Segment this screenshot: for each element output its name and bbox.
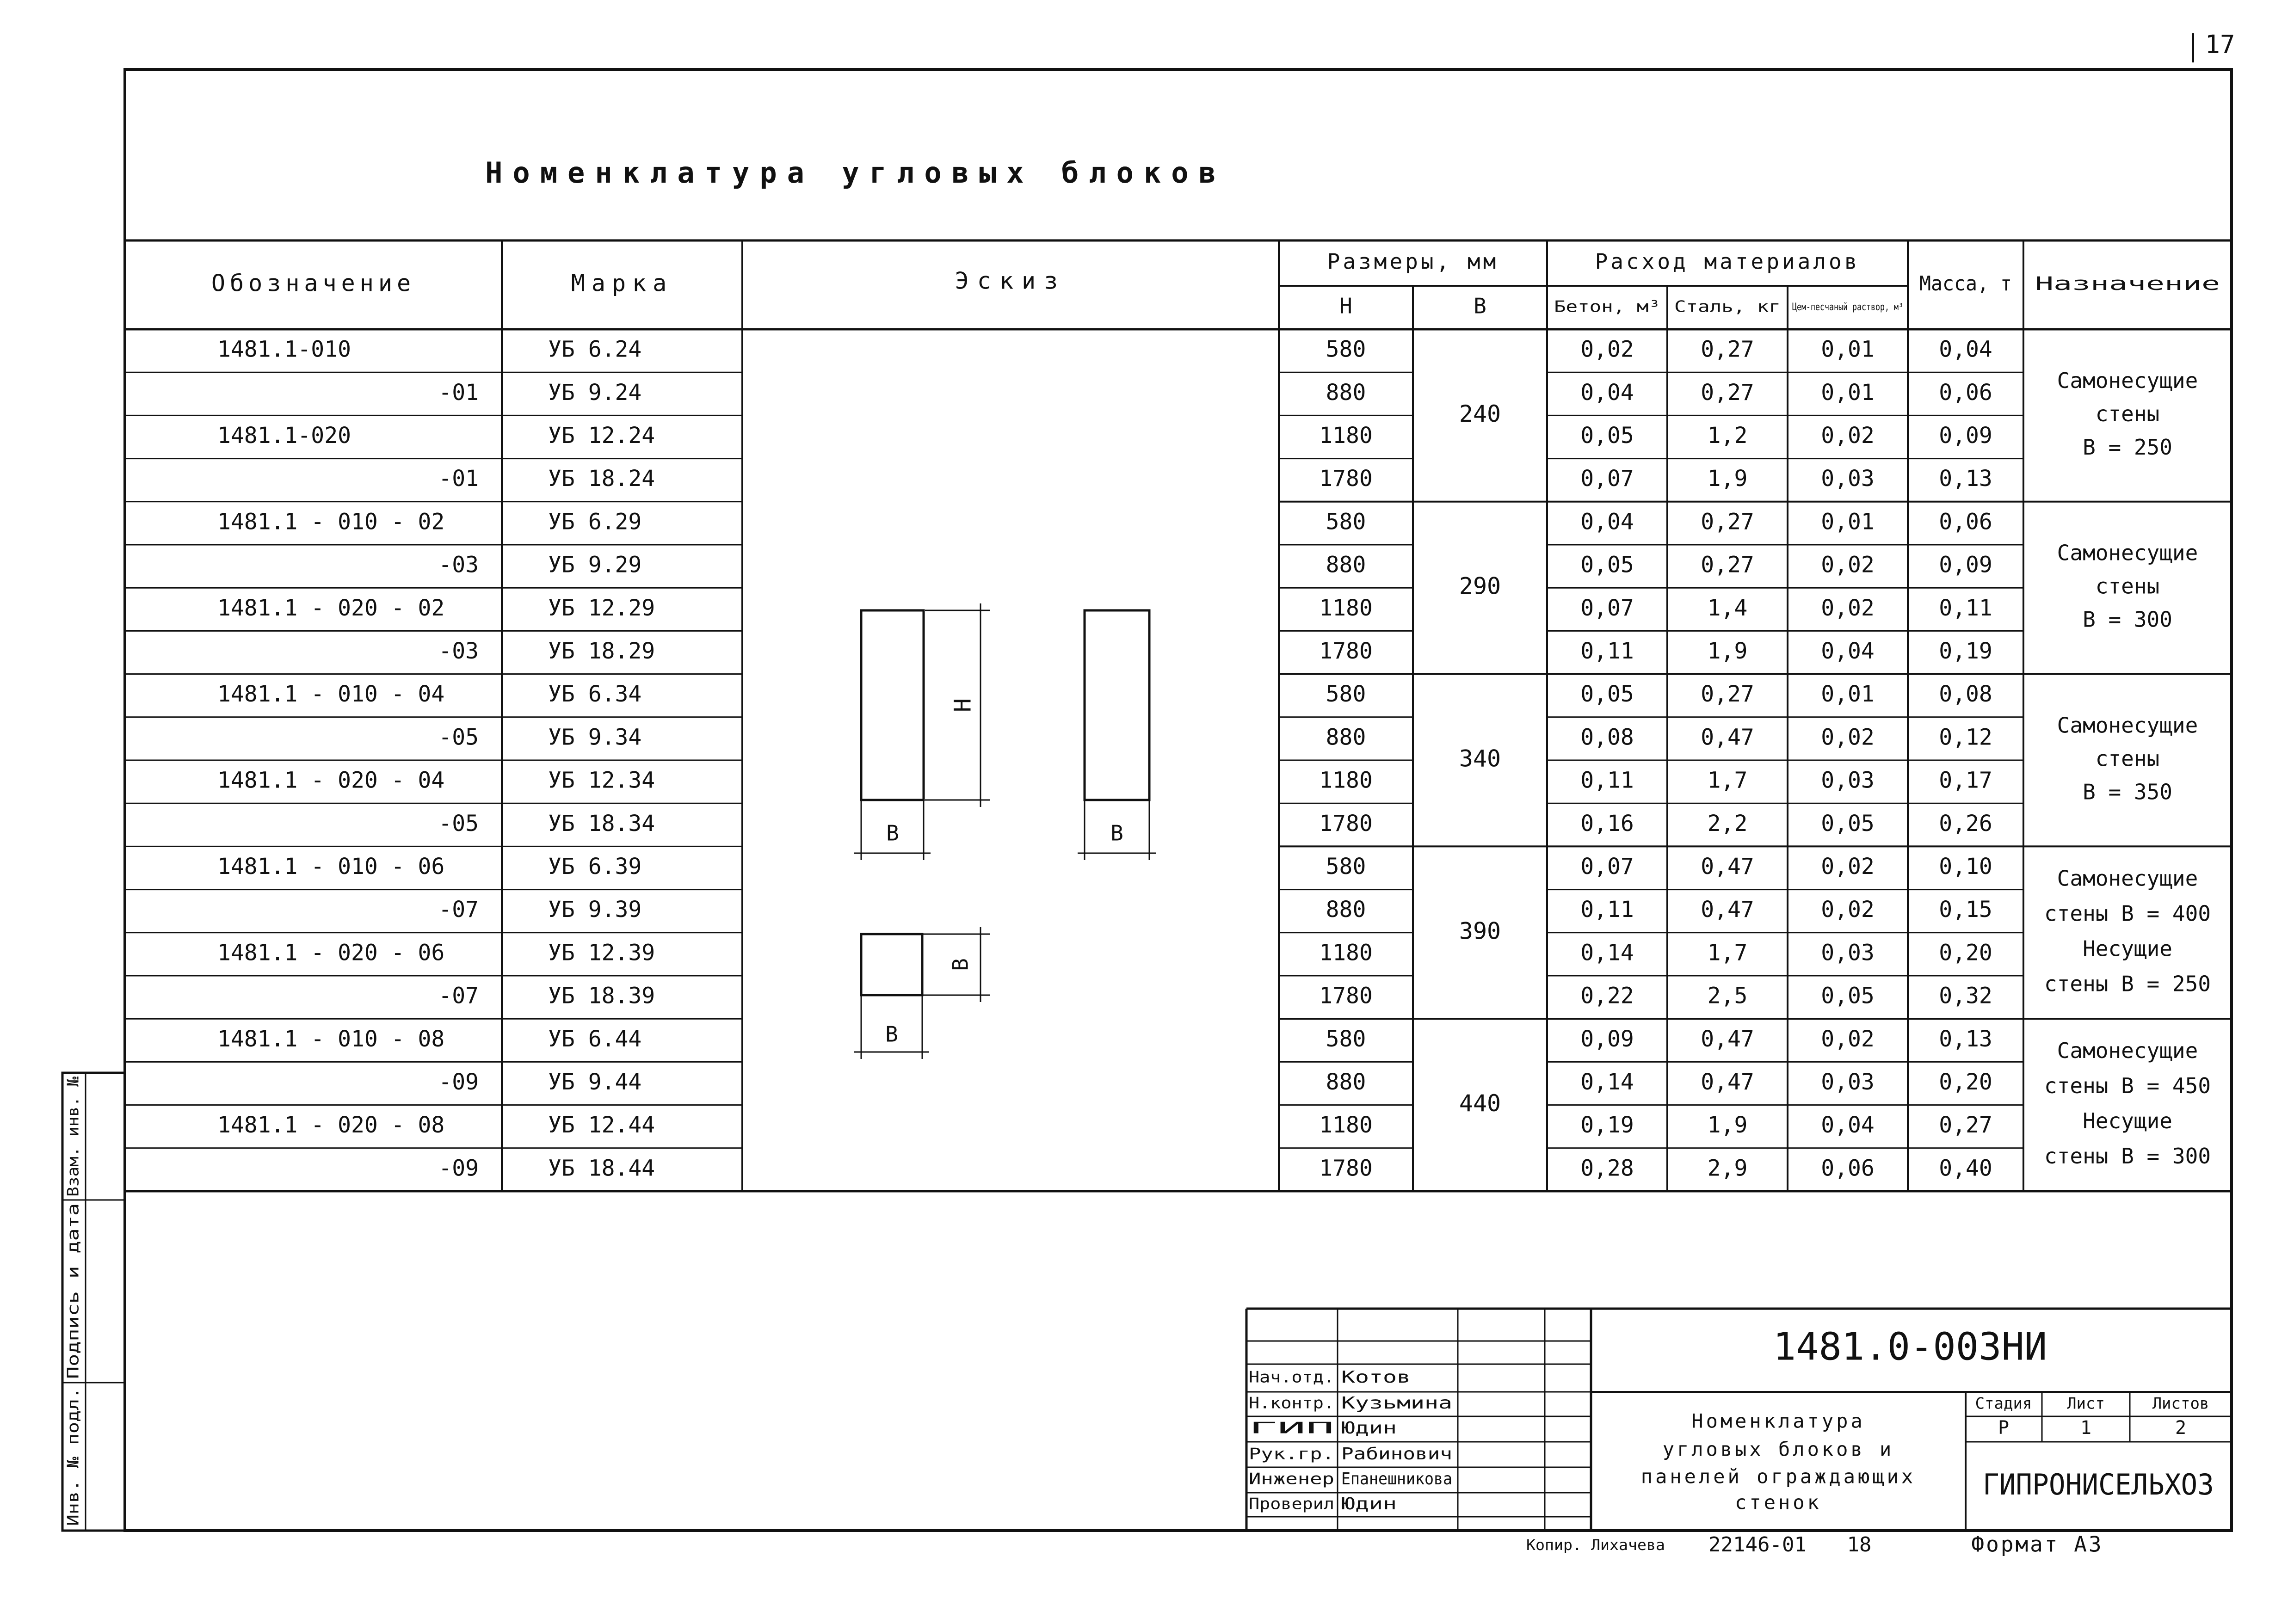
row-h: 1180 bbox=[1319, 940, 1373, 966]
row-beton: 0,08 bbox=[1580, 724, 1634, 750]
stage-value: Р bbox=[1998, 1417, 2010, 1439]
row-marka: УБ 9.44 bbox=[548, 1069, 642, 1095]
dimension-label-b: В bbox=[885, 1021, 898, 1047]
row-beton: 0,04 bbox=[1580, 509, 1634, 535]
row-massa: 0,09 bbox=[1939, 423, 1992, 449]
group-purpose: В = 300 bbox=[2083, 607, 2172, 632]
group-purpose: Несущие bbox=[2083, 936, 2172, 961]
row-h: 1180 bbox=[1319, 423, 1373, 449]
sketch-block-side bbox=[1085, 610, 1149, 800]
header-beton: Бетон, м³ bbox=[1554, 297, 1660, 316]
row-cem: 0,02 bbox=[1821, 595, 1875, 621]
footer-page: 18 bbox=[1847, 1533, 1872, 1556]
row-oboznachenie: 1481.1 - 010 - 02 bbox=[217, 509, 445, 535]
row-stal: 0,27 bbox=[1701, 336, 1754, 363]
group-purpose: стены В = 450 bbox=[2044, 1073, 2211, 1099]
row-oboznachenie: -01 bbox=[438, 466, 479, 492]
signer-name: Юдин bbox=[1341, 1495, 1397, 1513]
dimension-label-b: В bbox=[886, 820, 899, 846]
row-stal: 1,4 bbox=[1707, 595, 1748, 621]
row-marka: УБ 12.29 bbox=[548, 595, 655, 621]
row-stal: 1,9 bbox=[1707, 1112, 1748, 1138]
row-massa: 0,06 bbox=[1939, 509, 1992, 535]
header-b: В bbox=[1474, 293, 1486, 319]
signer-name: Котов bbox=[1341, 1368, 1411, 1387]
row-marka: УБ 12.44 bbox=[548, 1112, 655, 1138]
row-stal: 2,9 bbox=[1707, 1155, 1748, 1181]
side-stamp-label: Подпись и дата bbox=[64, 1246, 83, 1379]
signer-name: Кузьмина bbox=[1341, 1394, 1452, 1413]
group-b-value: 340 bbox=[1459, 745, 1501, 772]
row-h: 580 bbox=[1326, 854, 1366, 880]
row-h: 880 bbox=[1326, 1069, 1366, 1095]
footer-copier: Копир. Лихачева bbox=[1526, 1536, 1665, 1554]
row-cem: 0,05 bbox=[1821, 983, 1875, 1009]
stage-header: Стадия bbox=[1975, 1394, 2032, 1413]
header-marka: Марка bbox=[571, 270, 673, 297]
signer-name: Рабинович bbox=[1341, 1445, 1452, 1464]
row-massa: 0,09 bbox=[1939, 552, 1992, 578]
group-purpose: стены В = 250 bbox=[2044, 971, 2211, 997]
group-b-value: 390 bbox=[1459, 917, 1501, 945]
row-oboznachenie: -09 bbox=[438, 1155, 479, 1181]
row-marka: УБ 18.39 bbox=[548, 983, 655, 1009]
row-oboznachenie: -03 bbox=[438, 638, 479, 664]
row-stal: 0,47 bbox=[1701, 854, 1754, 880]
row-stal: 1,9 bbox=[1707, 638, 1748, 664]
row-cem: 0,02 bbox=[1821, 552, 1875, 578]
group-b-value: 240 bbox=[1459, 400, 1501, 427]
organization-name: ГИПРОНИСЕЛЬХОЗ bbox=[1983, 1468, 2214, 1502]
row-cem: 0,02 bbox=[1821, 1026, 1875, 1052]
row-cem: 0,02 bbox=[1821, 854, 1875, 880]
row-h: 580 bbox=[1326, 681, 1366, 707]
row-h: 580 bbox=[1326, 1026, 1366, 1052]
row-massa: 0,26 bbox=[1939, 810, 1992, 837]
signer-role: Инженер bbox=[1249, 1470, 1334, 1489]
row-marka: УБ 6.39 bbox=[548, 854, 642, 880]
row-beton: 0,19 bbox=[1580, 1112, 1634, 1138]
row-oboznachenie: 1481.1 - 010 - 06 bbox=[217, 854, 445, 880]
row-h: 880 bbox=[1326, 552, 1366, 578]
row-oboznachenie: 1481.1 - 010 - 08 bbox=[217, 1026, 445, 1052]
row-cem: 0,02 bbox=[1821, 724, 1875, 750]
row-stal: 0,27 bbox=[1701, 379, 1754, 406]
row-marka: УБ 9.29 bbox=[548, 552, 642, 578]
row-stal: 0,27 bbox=[1701, 509, 1754, 535]
sketch-block-front bbox=[861, 610, 924, 800]
row-stal: 1,7 bbox=[1707, 767, 1748, 794]
row-stal: 1,2 bbox=[1707, 423, 1748, 449]
row-massa: 0,11 bbox=[1939, 595, 1992, 621]
row-stal: 0,47 bbox=[1701, 724, 1754, 750]
row-beton: 0,16 bbox=[1580, 810, 1634, 837]
document-title-line: стенок bbox=[1735, 1491, 1822, 1514]
group-b-value: 290 bbox=[1459, 572, 1501, 600]
footer-format: Формат А3 bbox=[1971, 1532, 2103, 1557]
group-purpose: Самонесущие bbox=[2057, 866, 2198, 891]
row-beton: 0,14 bbox=[1580, 940, 1634, 966]
row-stal: 0,27 bbox=[1701, 552, 1754, 578]
row-h: 1180 bbox=[1319, 595, 1373, 621]
header-oboznachenie: Обозначение bbox=[211, 270, 416, 297]
group-purpose: Несущие bbox=[2083, 1108, 2172, 1134]
row-cem: 0,04 bbox=[1821, 638, 1875, 664]
outer-frame bbox=[125, 69, 2232, 1531]
dimension-label-h: Н bbox=[949, 698, 976, 713]
row-cem: 0,01 bbox=[1821, 681, 1875, 707]
row-stal: 0,47 bbox=[1701, 1026, 1754, 1052]
row-beton: 0,28 bbox=[1580, 1155, 1634, 1181]
row-oboznachenie: -07 bbox=[438, 897, 479, 923]
row-stal: 2,2 bbox=[1707, 810, 1748, 837]
row-h: 580 bbox=[1326, 336, 1366, 363]
row-h: 1780 bbox=[1319, 638, 1373, 664]
row-h: 1780 bbox=[1319, 810, 1373, 837]
document-code: 1481.0-003НИ bbox=[1773, 1325, 2047, 1369]
group-purpose: стены В = 300 bbox=[2044, 1144, 2211, 1169]
row-marka: УБ 9.24 bbox=[548, 379, 642, 406]
row-marka: УБ 18.24 bbox=[548, 466, 655, 492]
row-massa: 0,12 bbox=[1939, 724, 1992, 750]
group-purpose: Самонесущие bbox=[2057, 540, 2198, 566]
row-oboznachenie: -05 bbox=[438, 724, 479, 750]
footer-number: 22146-01 bbox=[1708, 1533, 1807, 1556]
header-h: Н bbox=[1339, 293, 1352, 319]
row-beton: 0,05 bbox=[1580, 552, 1634, 578]
header-eskiz: Эскиз bbox=[955, 267, 1067, 295]
group-b-value: 440 bbox=[1459, 1090, 1501, 1117]
row-cem: 0,05 bbox=[1821, 810, 1875, 837]
row-oboznachenie: 1481.1 - 020 - 02 bbox=[217, 595, 445, 621]
row-beton: 0,07 bbox=[1580, 595, 1634, 621]
sheet-header: Лист bbox=[2067, 1394, 2105, 1413]
row-massa: 0,32 bbox=[1939, 983, 1992, 1009]
row-cem: 0,01 bbox=[1821, 379, 1875, 406]
row-marka: УБ 18.44 bbox=[548, 1155, 655, 1181]
row-marka: УБ 6.34 bbox=[548, 681, 642, 707]
row-oboznachenie: 1481.1-010 bbox=[217, 336, 351, 363]
row-beton: 0,11 bbox=[1580, 897, 1634, 923]
row-beton: 0,09 bbox=[1580, 1026, 1634, 1052]
row-cem: 0,03 bbox=[1821, 940, 1875, 966]
sheets-value: 2 bbox=[2175, 1417, 2187, 1439]
signer-name: Юдин bbox=[1341, 1419, 1397, 1438]
sketch-block-plan bbox=[861, 934, 922, 995]
signer-role: ГИП bbox=[1249, 1419, 1334, 1438]
signer-role: Нач.отд. bbox=[1249, 1368, 1334, 1387]
group-purpose: стены bbox=[2095, 746, 2160, 771]
row-stal: 1,7 bbox=[1707, 940, 1748, 966]
dimension-label-b: В bbox=[948, 958, 973, 971]
header-stal: Сталь, кг bbox=[1674, 297, 1781, 316]
row-beton: 0,07 bbox=[1580, 854, 1634, 880]
row-cem: 0,06 bbox=[1821, 1155, 1875, 1181]
row-massa: 0,27 bbox=[1939, 1112, 1992, 1138]
row-marka: УБ 6.24 bbox=[548, 336, 642, 363]
row-marka: УБ 6.29 bbox=[548, 509, 642, 535]
row-beton: 0,04 bbox=[1580, 379, 1634, 406]
row-h: 580 bbox=[1326, 509, 1366, 535]
row-marka: УБ 18.34 bbox=[548, 810, 655, 837]
sheet-value: 1 bbox=[2080, 1417, 2092, 1439]
row-beton: 0,22 bbox=[1580, 983, 1634, 1009]
row-oboznachenie: 1481.1 - 020 - 06 bbox=[217, 940, 445, 966]
row-h: 1180 bbox=[1319, 767, 1373, 794]
dimension-label-b: В bbox=[1110, 820, 1123, 846]
side-stamp-label: Инв. № подл. bbox=[64, 1412, 83, 1526]
signer-role: Проверил bbox=[1249, 1495, 1334, 1513]
header-razmery: Размеры, мм bbox=[1327, 249, 1499, 274]
group-purpose: Самонесущие bbox=[2057, 713, 2198, 738]
row-cem: 0,03 bbox=[1821, 767, 1875, 794]
row-oboznachenie: -09 bbox=[438, 1069, 479, 1095]
row-beton: 0,11 bbox=[1580, 767, 1634, 794]
row-oboznachenie: 1481.1 - 020 - 08 bbox=[217, 1112, 445, 1138]
row-cem: 0,01 bbox=[1821, 509, 1875, 535]
row-massa: 0,13 bbox=[1939, 1026, 1992, 1052]
header-cem: Цем-песчаный раствор, м³ bbox=[1792, 301, 1903, 313]
row-massa: 0,06 bbox=[1939, 379, 1992, 406]
row-marka: УБ 9.39 bbox=[548, 897, 642, 923]
row-h: 1780 bbox=[1319, 983, 1373, 1009]
row-stal: 0,47 bbox=[1701, 897, 1754, 923]
row-marka: УБ 9.34 bbox=[548, 724, 642, 750]
page-number: 17 bbox=[2205, 30, 2235, 59]
sheets-header: Листов bbox=[2152, 1394, 2209, 1413]
row-h: 880 bbox=[1326, 897, 1366, 923]
row-oboznachenie: 1481.1 - 020 - 04 bbox=[217, 767, 445, 794]
row-massa: 0,08 bbox=[1939, 681, 1992, 707]
group-purpose: стены bbox=[2095, 573, 2160, 599]
document-title-line: Номенклатура bbox=[1691, 1409, 1865, 1433]
side-stamp-label: Взам. инв. № bbox=[64, 1083, 83, 1197]
row-marka: УБ 6.44 bbox=[548, 1026, 642, 1052]
signer-role: Н.контр. bbox=[1249, 1394, 1334, 1413]
row-massa: 0,20 bbox=[1939, 1069, 1992, 1095]
group-purpose: В = 250 bbox=[2083, 434, 2172, 460]
signer-name: Епанешникова bbox=[1341, 1470, 1452, 1489]
row-massa: 0,04 bbox=[1939, 336, 1992, 363]
row-h: 1780 bbox=[1319, 1155, 1373, 1181]
row-massa: 0,20 bbox=[1939, 940, 1992, 966]
row-marka: УБ 18.29 bbox=[548, 638, 655, 664]
row-oboznachenie: -07 bbox=[438, 983, 479, 1009]
group-purpose: Самонесущие bbox=[2057, 1038, 2198, 1064]
header-naznachenie: Назначение bbox=[2035, 273, 2220, 295]
row-beton: 0,07 bbox=[1580, 466, 1634, 492]
header-massa: Масса, т bbox=[1919, 272, 2012, 295]
row-beton: 0,05 bbox=[1580, 423, 1634, 449]
row-cem: 0,03 bbox=[1821, 1069, 1875, 1095]
row-marka: УБ 12.24 bbox=[548, 423, 655, 449]
row-beton: 0,05 bbox=[1580, 681, 1634, 707]
row-cem: 0,01 bbox=[1821, 336, 1875, 363]
row-h: 880 bbox=[1326, 724, 1366, 750]
row-oboznachenie: -03 bbox=[438, 552, 479, 578]
document-title-line: панелей ограждающих bbox=[1640, 1465, 1916, 1488]
group-purpose: Самонесущие bbox=[2057, 368, 2198, 393]
document-title-line: угловых блоков и bbox=[1662, 1438, 1894, 1461]
row-stal: 1,9 bbox=[1707, 466, 1748, 492]
row-h: 880 bbox=[1326, 379, 1366, 406]
row-stal: 0,27 bbox=[1701, 681, 1754, 707]
group-purpose: стены bbox=[2095, 401, 2160, 426]
row-marka: УБ 12.34 bbox=[548, 767, 655, 794]
row-oboznachenie: 1481.1 - 010 - 04 bbox=[217, 681, 445, 707]
row-stal: 0,47 bbox=[1701, 1069, 1754, 1095]
page-title: Номенклатура угловых блоков bbox=[485, 156, 1226, 190]
row-marka: УБ 12.39 bbox=[548, 940, 655, 966]
row-oboznachenie: -05 bbox=[438, 810, 479, 837]
row-massa: 0,15 bbox=[1939, 897, 1992, 923]
row-massa: 0,19 bbox=[1939, 638, 1992, 664]
row-cem: 0,02 bbox=[1821, 423, 1875, 449]
row-oboznachenie: 1481.1-020 bbox=[217, 423, 351, 449]
row-massa: 0,13 bbox=[1939, 466, 1992, 492]
row-cem: 0,03 bbox=[1821, 466, 1875, 492]
row-beton: 0,11 bbox=[1580, 638, 1634, 664]
row-cem: 0,02 bbox=[1821, 897, 1875, 923]
row-h: 1180 bbox=[1319, 1112, 1373, 1138]
group-purpose: стены В = 400 bbox=[2044, 901, 2211, 926]
row-beton: 0,02 bbox=[1580, 336, 1634, 363]
row-massa: 0,17 bbox=[1939, 767, 1992, 794]
row-h: 1780 bbox=[1319, 466, 1373, 492]
signer-role: Рук.гр. bbox=[1249, 1445, 1334, 1464]
row-massa: 0,40 bbox=[1939, 1155, 1992, 1181]
row-cem: 0,04 bbox=[1821, 1112, 1875, 1138]
row-stal: 2,5 bbox=[1707, 983, 1748, 1009]
header-raskhod: Расход материалов bbox=[1595, 249, 1860, 274]
row-beton: 0,14 bbox=[1580, 1069, 1634, 1095]
group-purpose: В = 350 bbox=[2083, 779, 2172, 805]
row-massa: 0,10 bbox=[1939, 854, 1992, 880]
row-oboznachenie: -01 bbox=[438, 379, 479, 406]
